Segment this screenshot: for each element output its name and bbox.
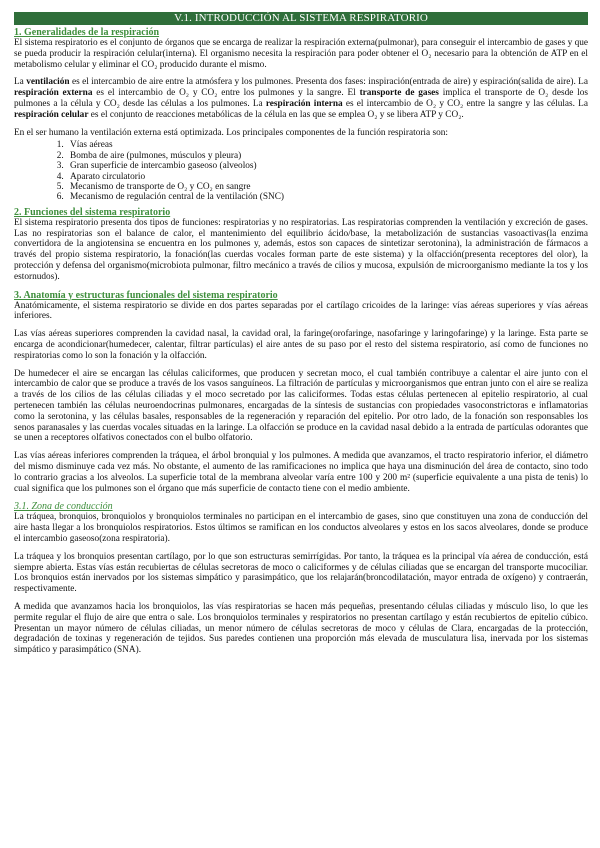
text-run: es el intercambio de O₂ y CO₂ entre la sangre y las células. La <box>342 98 588 109</box>
list-item: 4. Aparato circulatorio <box>66 172 588 182</box>
section-1-paragraph-2 <box>14 77 588 120</box>
text-run: La <box>14 77 27 88</box>
section-3-heading: 3. Anatomía y estructuras funcionales del sistema respiratorio <box>14 289 278 301</box>
section-3-1-heading: 3.1. Zona de conducción <box>14 501 113 513</box>
components-list <box>14 140 588 202</box>
section-3-paragraph-4: Las vías aéreas inferiores comprenden la tráquea, el árbol bronquial y los pulmones. A medida que avanzamos, el tracto respiratorio inferior, el diámetro del mismo disminuye cada vez más. No obstante, el aumento de las ramificaciones no implica que haya una disminución del área de contacto, sino todo lo contrario gracias a los alveolos. La superficie total de la membrana alveolar varía entre 100 y 200 m² (superficie equivalente a una pista de tenis) lo cual significa que los pulmones son el órgano que más superficie de contacto tiene con el medio ambiente. <box>14 451 588 494</box>
term-respiracion-interna: respiración interna <box>265 98 343 109</box>
list-item: 6. Mecanismo de regulación central de la ventilación (SNC) <box>66 192 588 202</box>
list-item: 2. Bomba de aire (pulmones, músculos y pleura) <box>66 151 588 161</box>
section-3-paragraph-2: Las vías aéreas superiores comprenden la cavidad nasal, la cavidad oral, la faringe(orofaringe, nasofaringe y laringofaringe) y la laringe. Esta parte se encarga de acondicionar(humedecer, calentar, filtrar partículas) el aire antes de su paso por el resto del sistema respiratorio, así como de funciones no respiratorias como lo son la fonación y la olfacción. <box>14 329 588 361</box>
chapter-banner: V.1. INTRODUCCIÓN AL SISTEMA RESPIRATORIO <box>14 12 588 25</box>
term-respiracion-externa: respiración externa <box>14 88 93 99</box>
section-1-paragraph-1: El sistema respiratorio es el conjunto de órganos que se encarga de realizar la respiración externa(pulmonar), para conseguir el intercambio de gases y que se pueda producir la respiración celular(interna). El organismo necesita la respiración para poder obtener el O₂ necesario para la obtención de ATP en el metabolismo celular y eliminar el CO₂ producido durante el mismo. <box>14 38 588 70</box>
section-3-1-paragraph-1: La tráquea, bronquios, bronquiolos y bronquiolos terminales no participan en el intercambio de gases, sino que constituyen una zona de conducción del aire hasta llegar a los bronquiolos respiratorios. Estos últimos se ramifican en los conductos alveolares y estos en los sacos alveolares, donde se produce el intercambio gaseoso(zona respiratoria). <box>14 512 588 544</box>
list-item: 3. Gran superficie de intercambio gaseoso (alveolos) <box>66 161 588 171</box>
text-run: implica el transporte de O₂ desde los pulmones a la célula y CO₂ desde las células a los pulmones. La <box>14 88 588 109</box>
text-run: es el intercambio de O₂ y CO₂ entre los pulmones y la sangre. El <box>92 88 360 99</box>
section-1-paragraph-3: En el ser humano la ventilación externa está optimizada. Los principales componentes de la función respiratoria son: <box>14 127 448 138</box>
section-3-paragraph-1: Anatómicamente, el sistema respiratorio se divide en dos partes separadas por el cartílago cricoides de la laringe: vías aéreas superiores y vías aéreas inferiores. <box>14 300 588 322</box>
section-3-1-paragraph-2: La tráquea y los bronquios presentan cartílago, por lo que son estructuras semirrígidas. Por tanto, la tráquea es la principal vía aérea de conducción, está siempre abierta. Estas vías están recubiertas de células secretoras de moco o caliciformes y de células ciliadas que se encargan del transporte mucociliar. Los bronquios están inervados por los sistemas simpático y parasimpático, que los relajarán(broncodilatación, mayor entrada de oxígeno) y contraerán, respectivamente. <box>14 551 588 595</box>
term-ventilacion: ventilación <box>26 77 70 88</box>
term-respiracion-celular: respiración celular <box>14 109 89 120</box>
text-run: es el intercambio de aire entre la atmósfera y los pulmones. Presenta dos fases: inspiración(entrada de aire) y espiración(salida de aire). La <box>69 77 588 88</box>
section-3-paragraph-3: De humedecer el aire se encargan las células caliciformes, que producen y secretan moco, el cual también contribuye a calentar el aire junto con el intercambio de calor que se produce a través de los vasos sanguíneos. La filtración de partículas y microorganismos que entran junto con el aire se realiza a través de los cilios de las células ciliadas y el moco secretado por las caliciformes. Todas estas células pertenecen al epitelio respiratorio, al cual pertenecen también las células neuroendocrinas pulmonares, encargadas de la síntesis de sustancias con propiedades vasoconstrictoras e inflamatorias como la serotonina, y las células basales, responsables de la regeneración y reparación del epitelio. Por otro lado, de la fonación son responsables los senos paranasales y las cuerdas vocales situadas en la laringe. La olfacción se produce en la cavidad nasal debido a la entrada de partículas odorantes que se unen a receptores olfativos conectados con el bulbo olfatorio. <box>14 368 588 444</box>
term-transporte-gases: transporte de gases <box>359 88 439 99</box>
section-2-paragraph-1: El sistema respiratorio presenta dos tipos de funciones: respiratorias y no respiratorias. Las respiratorias comprenden la ventilación y excreción de gases. Las no respiratorias son el balance de calor, el mantenimiento del equilibrio ácido/base, la metabolización de sustancias vasoactivas(la enzima convertidora de la angiotensina se encuentra en los pulmones y, además, estos son capaces de sintetizar serotonina), la administración de fármacos a través del propio sistema respiratorio, la fonación(las cuerdas vocales forman parte de este sistema) y la olfacción(presenta receptores del olor), la protección y defensa del organismo(microbiota pulmonar, filtro mecánico a través de cilios y mucosa, expulsión de microorganismo mediante la tos y los estornudos). <box>14 217 588 282</box>
list-item: 5. Mecanismo de transporte de O₂ y CO₂ en sangre <box>66 182 588 192</box>
text-run: es el conjunto de reacciones metabólicas de la célula en las que se emplea O₂ y se libera ATP y CO₂. <box>88 109 464 120</box>
list-item: 1. Vías aéreas <box>66 140 588 150</box>
section-1-heading: 1. Generalidades de la respiración <box>14 27 160 38</box>
section-2-heading: 2. Funciones del sistema respiratorio <box>14 206 171 218</box>
section-3-1-paragraph-3: A medida que avanzamos hacia los bronquiolos, las vías respiratorias se hacen más pequeñas, presentando células ciliadas y músculo liso, lo que les permite regular el flujo de aire que entra o sale. Los bronquiolos terminales y respiratorios no presentan cartílago y están recubiertos de epitelio cúbico. Presentan un mayor número de células ciliadas, un menor número de células secretoras de moco y células de Clara, encargadas de la protección, degradación de toxinas y regeneración de tejidos. Sus paredes contienen una proporción más elevada de musculatura lisa, inervada por los sistemas simpático y parasimpático (SNA). <box>14 601 588 656</box>
